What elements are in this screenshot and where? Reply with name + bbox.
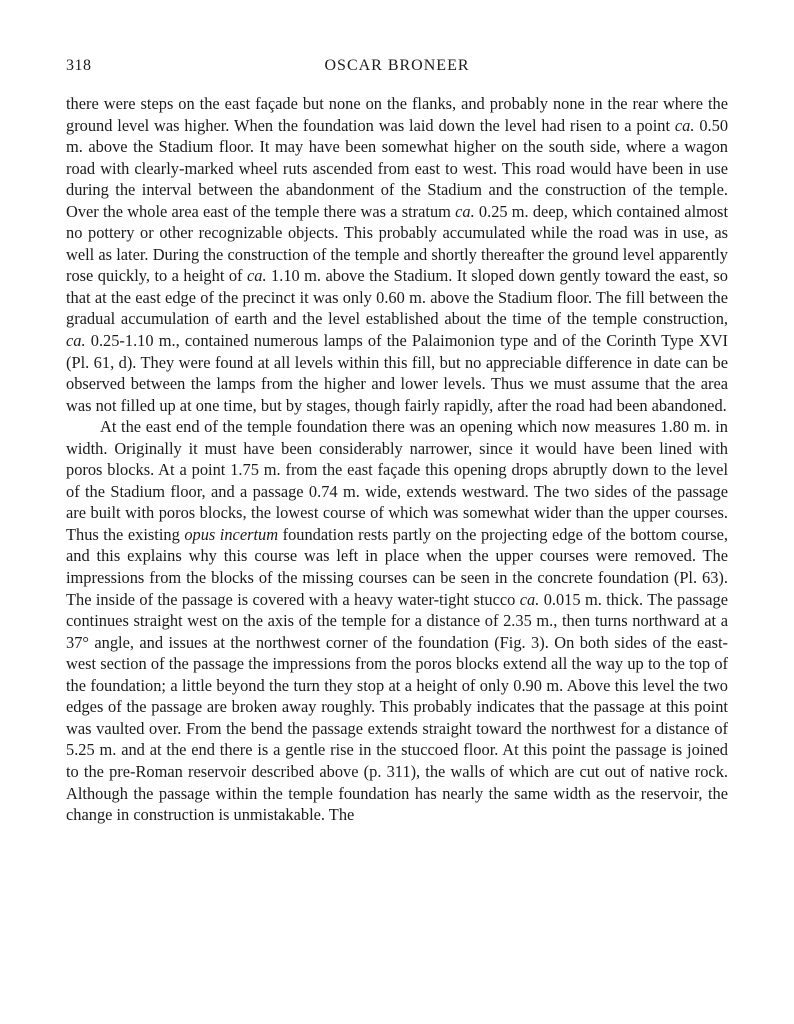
text-run: At the east end of the temple foundation there was an opening which now measures 1.80 m. in width. Originally it must have been considerably narrower, since it would have been lined with poros blocks. At a point 1.75 m. from the east façade this opening drops abruptly down to the level of the Stadium floor, and a passage 0.74 m. wide, extends westward. The two sides of the passage are built with poros blocks, the lowest course of which was somewhat wider than the upper courses. Thus the existing [66,417,728,544]
italic-text: ca. [455,201,475,221]
italic-text: ca. [246,266,267,286]
text-run: 0.25-1.10 m., contained numerous lamps of the Palaimonion type and of the Corinth Type XVI (Pl. 61, d). They were found at all levels within this fill, but no appreciable difference in date can be observed between the lamps from the higher and lower levels. Thus we must assume that the area was not filled up at one time, but by stages, though fairly rapidly, after the road had been abandoned. [66,331,728,415]
text-run: foundation rests partly on the projecting edge of the bottom course, and this explains why this course was left in place when the upper courses were removed. The impressions from the blocks of the missing courses can be seen in the concrete foundation (Pl. 63). The inside of the passage is covered with a heavy water-tight stucco [66,524,729,609]
italic-text: ca. [519,589,540,609]
page-number: 318 [66,57,92,74]
italic-text: ca. [674,115,695,135]
text-run: there were steps on the east façade but none on the flanks, and probably none in the rear where the ground level was higher. When the foundation was laid down the level had risen to a point [66,94,728,135]
text-run: 1.10 m. above the Stadium. It sloped down gently toward the east, so that at the east edge of the precinct it was only 0.60 m. above the Stadium floor. The fill between the gradual accumulation of earth and the level established about the time of the temple construction, [66,266,728,329]
italic-text: ca. [66,331,86,351]
running-head-author: OSCAR BRONEER [324,57,470,74]
italic-text: opus incertum [184,524,279,544]
page-header [66,57,728,81]
text-run: 0.50 m. above the Stadium floor. It may have been somewhat higher on the south side, where a wagon road with clearly-marked wheel ruts ascended from east to west. This road would have been in use during the interval between the abandonment of the Stadium and the construction of the temple. Over the whole area east of the temple there was a stratum [66,115,729,221]
paragraph-2 [66,416,728,825]
text-run: 0.015 m. thick. The passage continues straight west on the axis of the temple for a distance of 2.35 m., then turns northward at a 37° angle, and issues at the northwest corner of the foundation (Fig. 3). On both sides of the east-west section of the passage the impressions from the poros blocks extend all the way up to the top of the foundation; a little beyond the turn they stop at a height of only 0.90 m. Above this level the two edges of the passage are broken away roughly. This probably indicates that the passage at this point was vaulted over. From the bend the passage extends straight toward the northwest for a distance of 5.25 m. and at the end there is a gentle rise in the stuccoed floor. At this point the passage is joined to the pre-Roman reservoir described above (p. 311), the walls of which are cut out of native rock. Although the passage within the temple foundation has nearly the same width as the reservoir, the change in construction is unmistakable. The [66,589,728,825]
text-run: 0.25 m. deep, which contained almost no pottery or other recognizable objects. This probably accumulated while the road was in use, as well as later. During the construction of the temple and shortly thereafter the ground level apparently rose quickly, to a height of [66,201,728,286]
paragraph-1 [66,93,728,416]
body-text [66,93,728,826]
